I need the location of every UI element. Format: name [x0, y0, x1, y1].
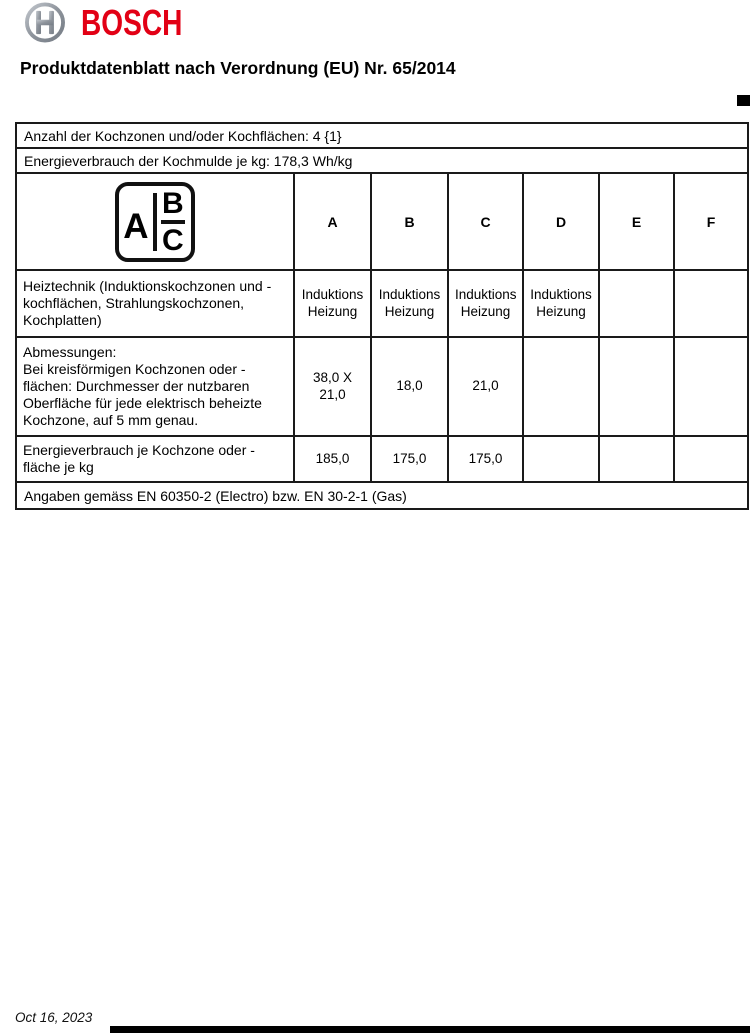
dimensions-value-c: 21,0: [448, 337, 523, 436]
energy-value-d: [523, 436, 599, 482]
table-row-heating-technology: [16, 270, 748, 337]
dimensions-value-f: [674, 337, 748, 436]
abc-zones-icon: [115, 182, 195, 262]
bosch-logo: [24, 2, 211, 43]
bosch-armature-icon: [24, 2, 66, 43]
heating-value-e: [599, 270, 674, 337]
zone-legend-cell: [16, 173, 294, 270]
table-row-energy-per-zone: [16, 436, 748, 482]
dimensions-label-body: Bei kreisförmigen Kochzonen oder - flächen: Durchmesser der nutzbaren Oberfläche für jede elektrisch beheizte Kochzone, auf 5 mm genau.: [23, 360, 262, 429]
heating-technology-label: Heiztechnik (Induktionskochzonen und -kochflächen, Strahlungskochzonen, Kochplatten): [16, 270, 294, 337]
dimensions-value-b: 18,0: [371, 337, 448, 436]
heating-value-d: Induktions Heizung: [523, 270, 599, 337]
energy-per-zone-label: Energieverbrauch je Kochzone oder - fläche je kg: [16, 436, 294, 482]
energy-value-f: [674, 436, 748, 482]
table-header-row: [16, 173, 748, 270]
energy-value-e: [599, 436, 674, 482]
dimensions-label: [16, 337, 294, 436]
abc-icon-letter-b: B: [161, 188, 185, 224]
dimensions-value-d: [523, 337, 599, 436]
dimensions-value-a: 38,0 X 21,0: [294, 337, 371, 436]
heating-value-c: Induktions Heizung: [448, 270, 523, 337]
standards-note-cell: Angaben gemäss EN 60350-2 (Electro) bzw. EN 30-2-1 (Gas): [16, 482, 748, 509]
document-date: Oct 16, 2023: [15, 1010, 93, 1025]
column-header-b: B: [371, 173, 448, 270]
product-datasheet-table: [15, 122, 749, 510]
abc-icon-letter-c: C: [161, 223, 184, 257]
dimensions-value-e: [599, 337, 674, 436]
scan-mark-bottom: [110, 1026, 750, 1033]
heating-value-f: [674, 270, 748, 337]
table-row-dimensions: [16, 337, 748, 436]
table-row: [16, 123, 748, 148]
dimensions-label-title: Abmessungen:: [23, 343, 117, 360]
page-title: Produktdatenblatt nach Verordnung (EU) Nr. 65/2014: [20, 58, 456, 78]
column-header-a: A: [294, 173, 371, 270]
energy-value-a: 185,0: [294, 436, 371, 482]
zones-count-cell: Anzahl der Kochzonen und/oder Kochflächen: 4 {1}: [16, 123, 748, 148]
table-row: [16, 148, 748, 173]
scan-mark-top-right: [737, 95, 750, 106]
column-header-f: F: [674, 173, 748, 270]
column-header-d: D: [523, 173, 599, 270]
column-header-e: E: [599, 173, 674, 270]
energy-value-c: 175,0: [448, 436, 523, 482]
table-row-standards-note: [16, 482, 748, 509]
column-header-c: C: [448, 173, 523, 270]
abc-icon-bc-stack: [157, 186, 191, 258]
energy-consumption-cell: Energieverbrauch der Kochmulde je kg: 178,3 Wh/kg: [16, 148, 748, 173]
bosch-wordmark: BOSCH: [81, 1, 183, 43]
heating-value-a: Induktions Heizung: [294, 270, 371, 337]
abc-icon-letter-a: A: [123, 207, 149, 247]
energy-value-b: 175,0: [371, 436, 448, 482]
heating-value-b: Induktions Heizung: [371, 270, 448, 337]
